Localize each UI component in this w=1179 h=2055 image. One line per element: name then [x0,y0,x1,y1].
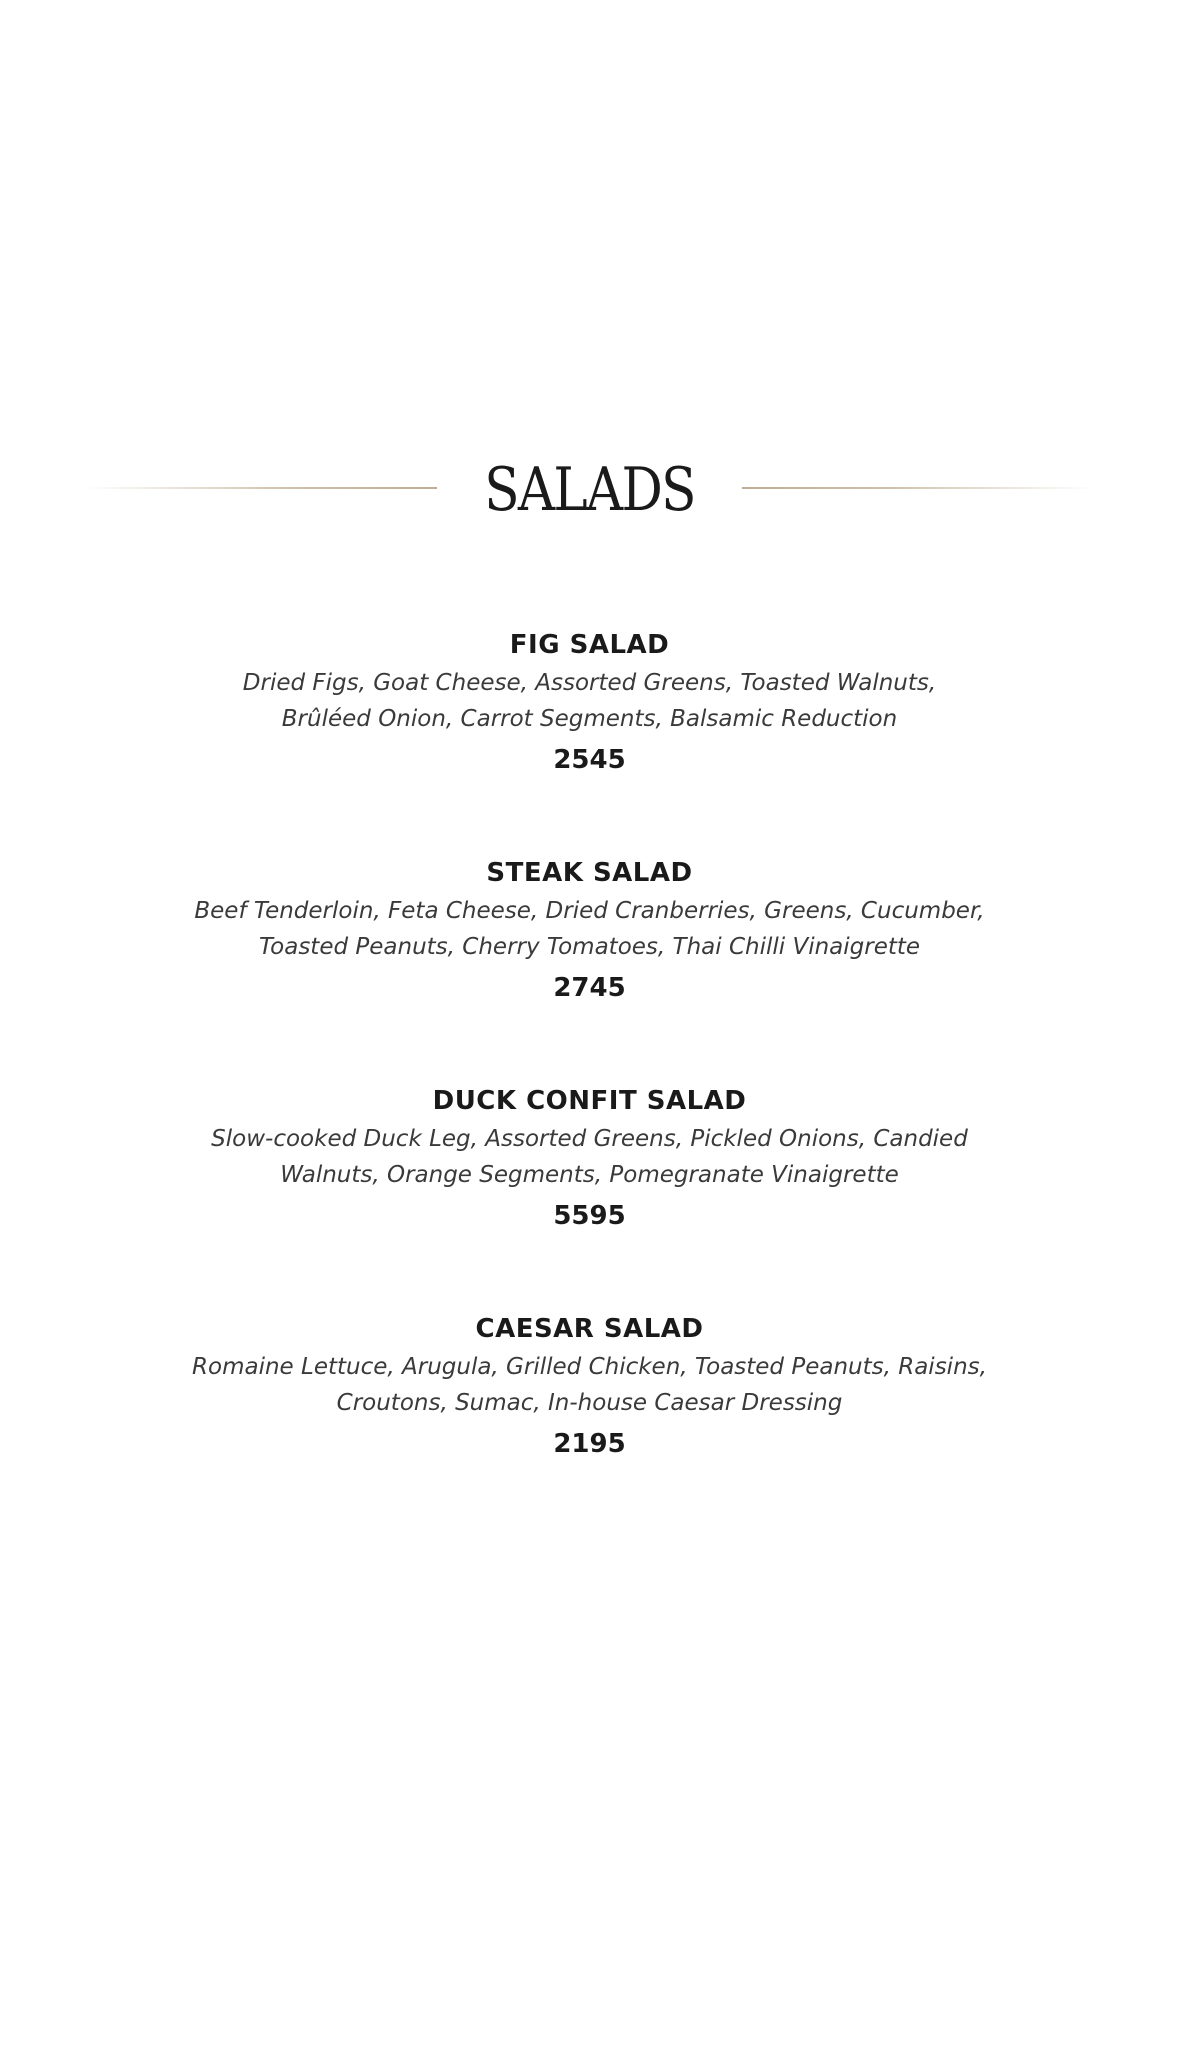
item-description-line: Beef Tenderloin, Feta Cheese, Dried Cranberries, Greens, Cucumber, [194,898,985,924]
item-description-line: Brûléed Onion, Carrot Segments, Balsamic Reduction [281,706,898,732]
menu-item-duck-confit-salad [0,1082,1179,1310]
item-description [0,1121,1179,1193]
item-description-line: Walnuts, Orange Segments, Pomegranate Vinaigrette [280,1162,899,1188]
item-name: CAESAR SALAD [475,1314,704,1344]
section-title: SALADS [484,455,695,525]
menu-list [0,626,1179,1538]
menu-item-fig-salad [0,626,1179,854]
item-price: 2745 [553,973,626,1003]
item-price: 5595 [553,1201,626,1231]
item-description-line: Toasted Peanuts, Cherry Tomatoes, Thai Chilli Vinaigrette [258,934,921,960]
item-name: STEAK SALAD [486,858,693,888]
item-description [0,1349,1179,1421]
item-price: 2195 [553,1429,626,1459]
section-header [0,445,1179,535]
item-name: FIG SALAD [509,630,670,660]
item-description-line: Croutons, Sumac, In-house Caesar Dressing [336,1390,843,1416]
item-name: DUCK CONFIT SALAD [432,1086,747,1116]
right-divider [742,487,1094,489]
item-description-line: Dried Figs, Goat Cheese, Assorted Greens, Toasted Walnuts, [242,670,937,696]
item-description-line: Slow-cooked Duck Leg, Assorted Greens, Pickled Onions, Candied [211,1126,968,1152]
item-description [0,665,1179,737]
item-price: 2545 [553,745,626,775]
menu-item-caesar-salad [0,1310,1179,1538]
menu-item-steak-salad [0,854,1179,1082]
item-description-line: Romaine Lettuce, Arugula, Grilled Chicken, Toasted Peanuts, Raisins, [192,1354,987,1380]
item-description [0,893,1179,965]
